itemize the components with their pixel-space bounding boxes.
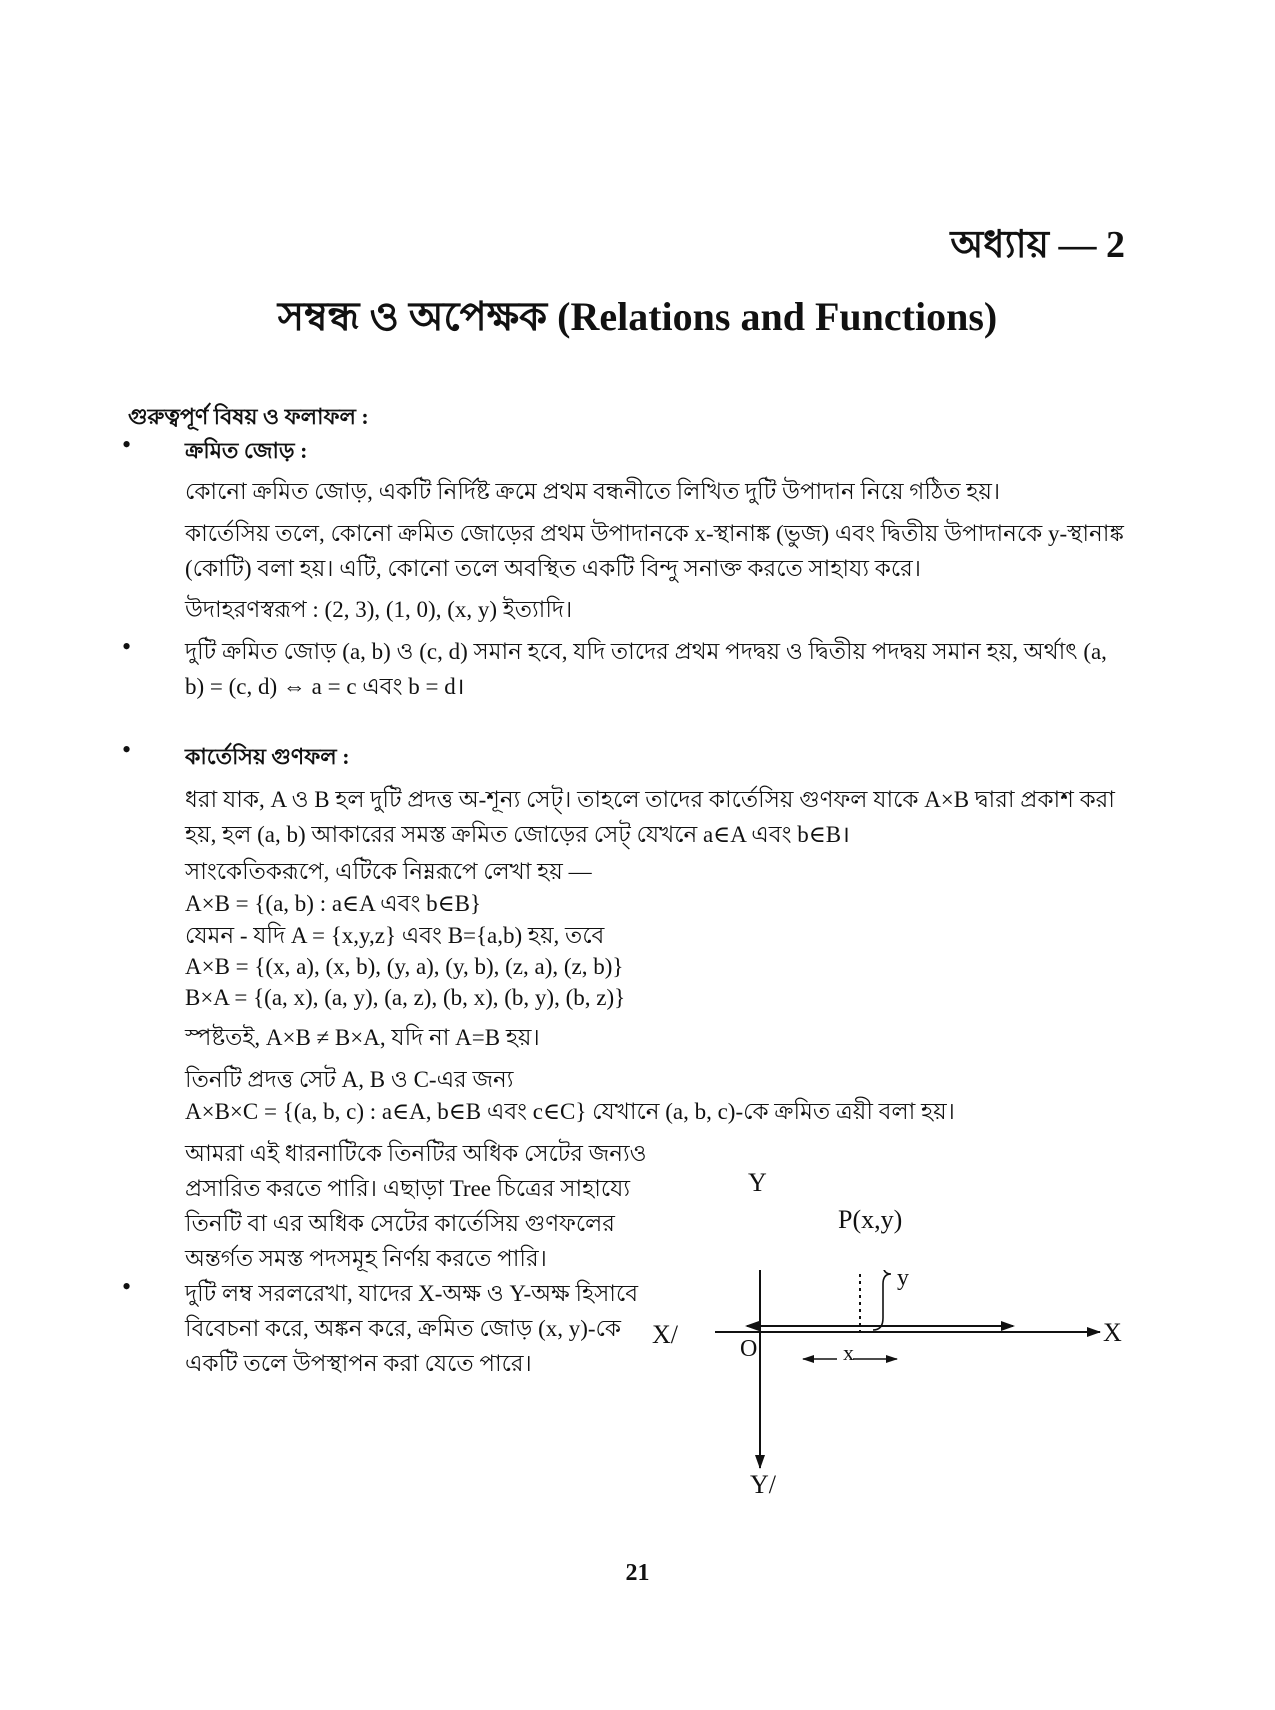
ordered-pair-coordinates: কার্তেসিয় তলে, কোনো ক্রমিত জোড়ের প্রথম উপাদানকে x-স্থানাঙ্ক (ভুজ) এবং দ্বিতীয় উপাদানকে y-স্থানাঙ্ক (কোটি) বলা হয়। এটি, কোনো তলে অবস্থিত একটি বিন্দু সনাক্ত করতে সাহায্য করে। bbox=[185, 521, 1124, 581]
section-heading: গুরুত্বপূর্ণ বিষয় ও ফলাফল : bbox=[128, 404, 369, 429]
page-number: 21 bbox=[625, 1560, 650, 1586]
y-axis-top-label: Y bbox=[748, 1168, 767, 1197]
coordinate-figure bbox=[715, 1270, 1135, 1520]
x-axis-right-label: X bbox=[1103, 1318, 1122, 1347]
ordered-triple-definition: A×B×C = {(a, b, c) : a∈A, b∈B এবং c∈C} যেখানে (a, b, c)-কে ক্রমিত ত্রয়ী বলা হয়। bbox=[185, 1099, 955, 1124]
origin-label: O bbox=[740, 1336, 758, 1362]
bullet-equality: • bbox=[122, 632, 132, 661]
triple-intro: তিনটি প্রদত্ত সেট A, B ও C-এর জন্য bbox=[185, 1067, 514, 1092]
x-axis-left-label: X/ bbox=[652, 1320, 678, 1349]
cartesian-definition: ধরা যাক, A ও B হল দুটি প্রদত্ত অ-শূন্য সেট্। তাহলে তাদের কার্তেসিয় গুণফল যাকে A×B দ্বারা প্রকাশ করা হয়, হল (a, b) আকারের সমস্ত ক্রমিত জোড়ের সেট্ যেখনে a∈A এবং b∈B। bbox=[185, 787, 1115, 847]
y-axis-bottom-label bbox=[750, 1470, 776, 1500]
y-axis-bottom-text: Y/ bbox=[750, 1470, 776, 1499]
point-p-label: P(x,y) bbox=[838, 1205, 903, 1234]
noncommutative-note: স্পষ্টতই, A×B ≠ B×A, যদি না A=B হয়। bbox=[185, 1025, 540, 1050]
y-brace bbox=[873, 1270, 891, 1330]
extension-paragraph: আমরা এই ধারনাটিকে তিনটির অধিক সেটের জন্যও প্রসারিত করতে পারি। এছাড়া Tree চিত্রের সাহায্যে তিনটি বা এর অধিক সেটের কার্তেসিয় গুণফলের অন্তর্গত সমস্ত পদসমূহ নির্ণয় করতে পারি। bbox=[185, 1141, 647, 1271]
axb-set-builder: A×B = {(a, b) : a∈A এবং b∈B} bbox=[185, 891, 482, 916]
y-distance-label: y bbox=[897, 1265, 909, 1291]
axes-paragraph: দুটি লম্ব সরলরেখা, যাদের X-অক্ষ ও Y-অক্ষ হিসাবে বিবেচনা করে, অঙ্কন করে, ক্রমিত জোড় (x, y)-কে একটি তলে উপস্থাপন করা যেতে পারে। bbox=[185, 1281, 639, 1376]
example-sets: যেমন - যদি A = {x,y,z} এবং B={a,b) হয়, তবে bbox=[185, 923, 605, 948]
heading-ordered-pair: ক্রমিত জোড় : bbox=[185, 438, 308, 463]
chapter-label: অধ্যায় — 2 bbox=[950, 224, 1125, 266]
axb-example: A×B = {(x, a), (x, b), (y, a), (y, b), (z, a), (z, b)} bbox=[185, 954, 624, 979]
ordered-pair-example: উদাহরণস্বরূপ : (2, 3), (1, 0), (x, y) ইত্যাদি। bbox=[185, 597, 573, 622]
ordered-pair-definition: কোনো ক্রমিত জোড়, একটি নির্দিষ্ট ক্রমে প্রথম বন্ধনীতে লিখিত দুটি উপাদান নিয়ে গঠিত হয়। bbox=[185, 479, 1001, 504]
bullet-ordered-pair: • bbox=[122, 430, 132, 459]
symbolic-intro: সাংকেতিকরূপে, এটিকে নিম্নরূপে লেখা হয় — bbox=[185, 859, 592, 884]
bullet-axes: • bbox=[122, 1272, 132, 1301]
x-distance-label: x bbox=[843, 1340, 854, 1365]
heading-cartesian: কার্তেসিয় গুণফল : bbox=[185, 744, 350, 769]
ordered-pair-equality: দুটি ক্রমিত জোড় (a, b) ও (c, d) সমান হবে, যদি তাদের প্রথম পদদ্বয় ও দ্বিতীয় পদদ্বয় সমান হয়, অর্থাৎ (a, b) = (c, d) ⇔ a = c এবং b = d। bbox=[185, 639, 1107, 699]
page-title: সম্বন্ধ ও অপেক্ষক (Relations and Functions) bbox=[277, 294, 998, 339]
bullet-cartesian: • bbox=[122, 735, 132, 764]
bxa-example: B×A = {(a, x), (a, y), (a, z), (b, x), (b, y), (b, z)} bbox=[185, 985, 626, 1010]
coordinate-figure-svg bbox=[715, 1270, 1135, 1520]
